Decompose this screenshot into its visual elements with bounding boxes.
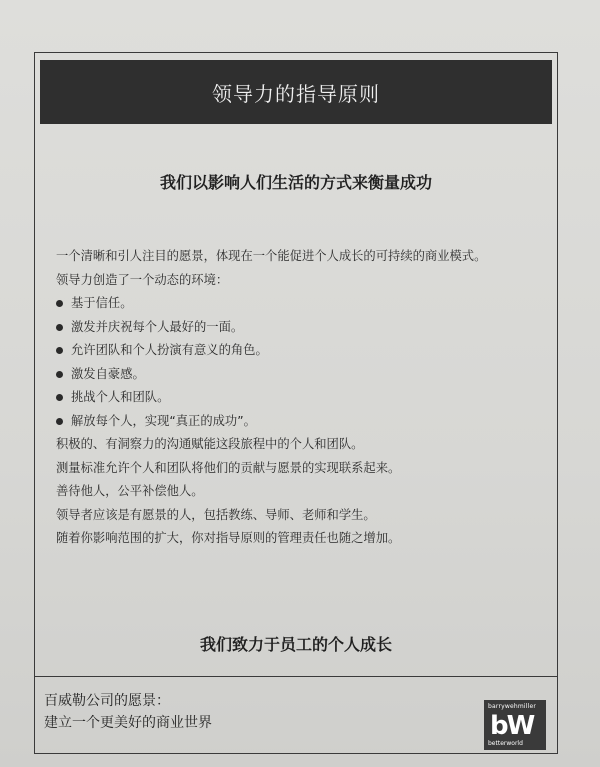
- bullet-icon: [56, 394, 63, 401]
- bullet-icon: [56, 347, 63, 354]
- bullet-list: [56, 292, 556, 433]
- list-item: [56, 386, 556, 410]
- page-title: 领导力的指导原则: [212, 81, 380, 106]
- list-item: [56, 292, 556, 316]
- bullet-icon: [56, 300, 63, 307]
- list-item: [56, 363, 556, 387]
- headline: 我们以影响人们生活的方式来衡量成功: [159, 173, 432, 192]
- company-logo: [484, 700, 546, 750]
- paragraph-line: 领导者应该是有愿景的人，包括教练、导师、老师和学生。: [56, 507, 376, 522]
- closing-statement: 我们致力于员工的个人成长: [199, 635, 392, 654]
- list-item-text: 挑战个人和团队。: [71, 390, 170, 404]
- list-item: [56, 316, 556, 340]
- logo-wordmark-top: barrywehmiller: [488, 703, 537, 710]
- paragraph-line: 随着你影响范围的扩大，你对指导原则的管理责任也随之增加。: [56, 531, 401, 545]
- logo-wordmark-bottom: betterworld: [488, 740, 523, 747]
- paragraph-line: 积极的、有洞察力的沟通赋能这段旅程中的个人和团队。: [56, 437, 364, 451]
- footer-vision: [44, 690, 212, 734]
- bullet-icon: [56, 418, 63, 425]
- list-item-text: 基于信任。: [71, 296, 133, 310]
- footer-line: 百威勒公司的愿景：: [44, 693, 170, 709]
- list-item-text: 激发并庆祝每个人最好的一面。: [71, 319, 244, 334]
- list-item-text: 激发自豪感。: [71, 366, 145, 381]
- list-item-text: 解放每个人，实现“真正的成功”。: [71, 413, 256, 428]
- footer-divider: [34, 676, 558, 677]
- list-item: [56, 339, 556, 363]
- intro-line: 一个清晰和引人注目的愿景，体现在一个能促进个人成长的可持续的商业模式。: [56, 249, 487, 263]
- intro-line: 领导力创造了一个动态的环境：: [56, 272, 229, 287]
- paragraph-line: 测量标准允许个人和团队将他们的贡献与愿景的实现联系起来。: [56, 460, 401, 475]
- bullet-icon: [56, 371, 63, 378]
- bullet-icon: [56, 324, 63, 331]
- footer-line: 建立一个更美好的商业世界: [44, 715, 212, 731]
- list-item-text: 允许团队和个人扮演有意义的角色。: [71, 343, 268, 357]
- body-text: [56, 245, 556, 551]
- list-item: [56, 410, 556, 434]
- logo-mark: bW: [490, 711, 534, 741]
- paragraph-line: 善待他人，公平补偿他人。: [56, 484, 204, 498]
- title-banner: [40, 60, 552, 124]
